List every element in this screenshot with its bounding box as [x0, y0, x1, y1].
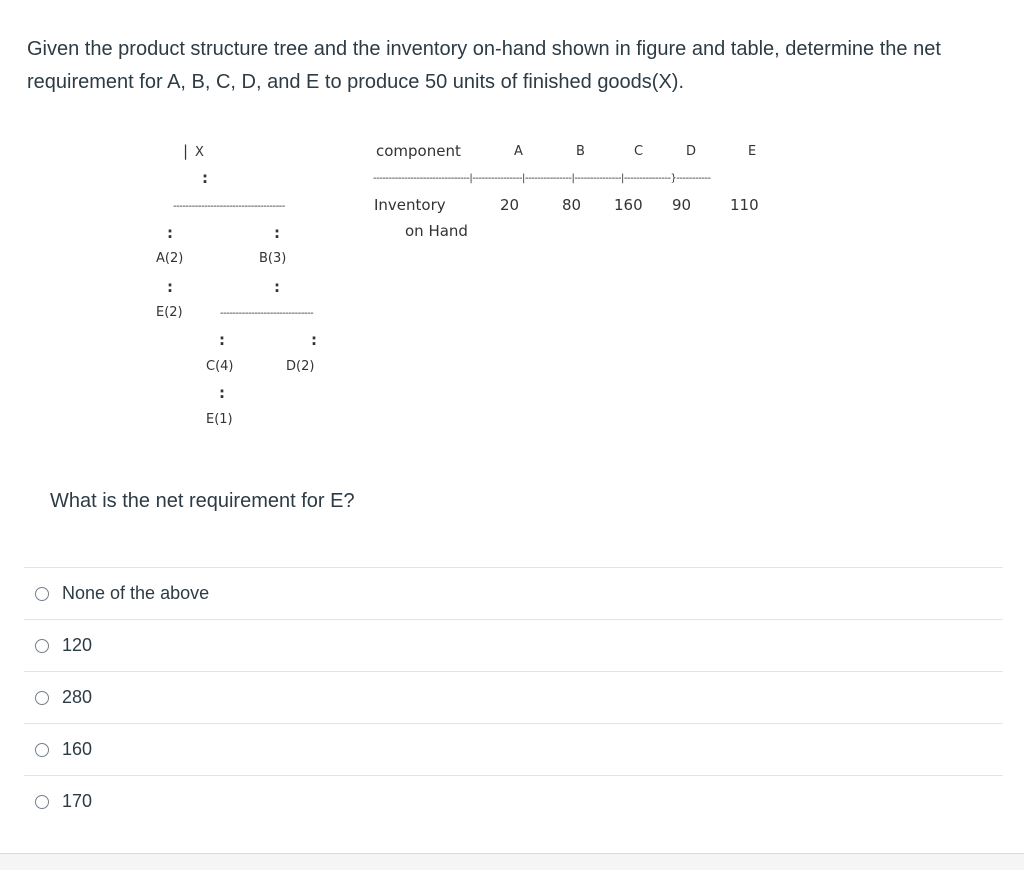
table-row-label-line2: on Hand	[405, 222, 468, 240]
tree-connector: :	[311, 331, 317, 349]
table-value-c: 160	[614, 196, 643, 214]
answer-label[interactable]: 160	[62, 739, 93, 759]
page-footer-bar	[0, 853, 1024, 870]
table-col-b: B	[576, 144, 585, 159]
answer-label[interactable]: 170	[62, 791, 93, 811]
tree-node-e-under-a: E(2)	[156, 305, 183, 320]
answer-option[interactable]	[24, 619, 1003, 671]
answer-option[interactable]	[24, 723, 1003, 775]
tree-connector: :	[274, 224, 280, 242]
question-text: Given the product structure tree and the inventory on-hand shown in figure and table, determine the net requirement for A, B, C, D, and E to produce 50 units of finished goods(X).	[27, 38, 941, 93]
answer-option[interactable]	[24, 567, 1003, 619]
tree-branch-line: ------------------------------	[220, 308, 314, 319]
table-row-label-line1: Inventory	[374, 196, 446, 214]
table-col-a: A	[514, 144, 523, 159]
radio-button[interactable]	[35, 795, 49, 809]
table-value-d: 90	[672, 196, 692, 214]
table-col-d: D	[686, 144, 697, 159]
table-header-label: component	[376, 142, 461, 160]
answer-option[interactable]	[24, 671, 1003, 723]
table-value-e: 110	[730, 196, 759, 214]
tree-root-bar: |	[183, 142, 189, 160]
tree-node-c: C(4)	[206, 359, 234, 374]
tree-connector: :	[167, 224, 173, 242]
tree-node-d: D(2)	[286, 359, 315, 374]
tree-connector: :	[219, 384, 225, 402]
answer-label[interactable]: None of the above	[62, 583, 210, 603]
answer-option[interactable]	[24, 775, 1003, 827]
table-value-b: 80	[562, 196, 582, 214]
tree-node-a: A(2)	[156, 251, 184, 266]
tree-branch-line: ------------------------------------	[173, 201, 285, 212]
tree-connector: :	[219, 331, 225, 349]
table-col-e: E	[748, 144, 757, 159]
table-divider: -------------------------------|----------------|---------------|---------------|---------------}-----------	[373, 173, 711, 184]
radio-button[interactable]	[35, 639, 49, 653]
tree-connector: :	[274, 278, 280, 296]
tree-node-e-under-c: E(1)	[206, 412, 233, 427]
tree-node-b: B(3)	[259, 251, 287, 266]
radio-button[interactable]	[35, 587, 49, 601]
sub-question: What is the net requirement for E?	[50, 490, 355, 512]
answer-list	[24, 567, 1003, 827]
table-value-a: 20	[500, 196, 520, 214]
radio-button[interactable]	[35, 691, 49, 705]
radio-button[interactable]	[35, 743, 49, 757]
tree-connector: :	[167, 278, 173, 296]
answer-label[interactable]: 280	[62, 687, 93, 707]
tree-connector: :	[202, 169, 208, 187]
table-col-c: C	[634, 144, 644, 159]
answer-label[interactable]: 120	[62, 635, 93, 655]
tree-node-x: X	[195, 145, 204, 160]
